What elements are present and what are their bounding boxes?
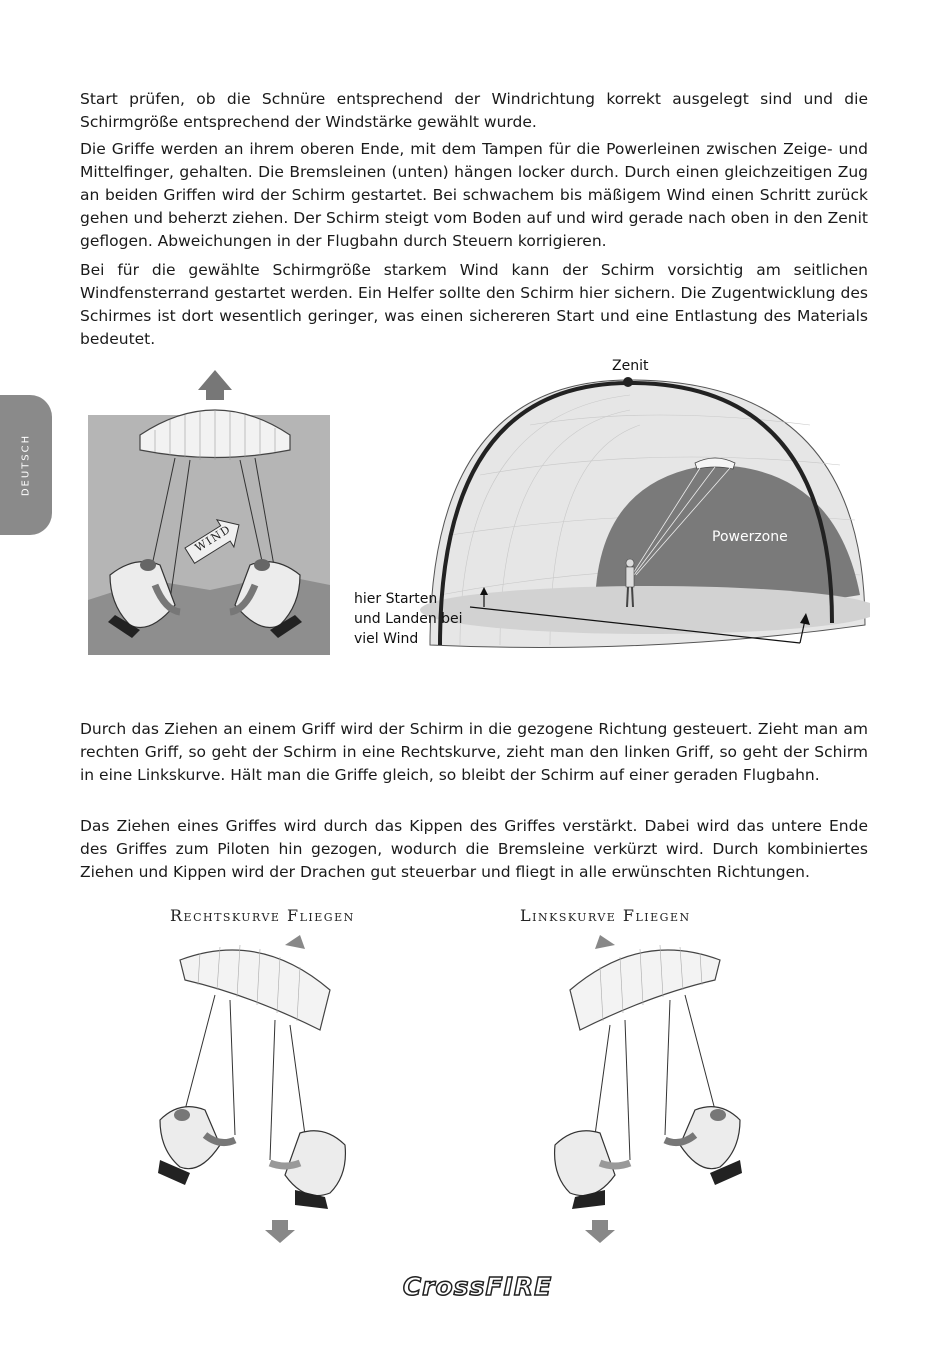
paragraph-strong-wind: Bei für die gewählte Schirmgröße starkem Wind kann der Schirm vorsichtig am seitlichen Windfensterrand gestartet werden. Ein Helfer sollte den Schirm hier sichern. Die Zugentwicklung des Schirmes ist dort wesentlich geringer, was einen sichereren Start und eine Entlastung des Materials bedeutet. bbox=[80, 261, 868, 348]
heading-right-turn: Rechtskurve Fliegen bbox=[170, 906, 355, 925]
zenit-point bbox=[623, 377, 633, 387]
paragraph-grip: Die Griffe werden an ihrem oberen Ende, mit dem Tampen für die Powerleinen zwischen Zeige- und Mittelfinger, gehalten. Die Bremsleinen (unten) hängen locker durch. Durch einen gleichzeitigen Zug an beiden Griffen wird der Schirm gestartet. Bei schwachem bis mäßigem Wind einen Schritt zurück gehen und beherzt ziehen. Der Schirm steigt vom Boden auf und wird gerade nach oben in den Zenit geflogen. Abweichungen in der Flugbahn durch Steuern korrigieren. bbox=[80, 140, 868, 250]
left-hand-icon bbox=[555, 1131, 630, 1209]
start-label-line-2: und Landen bei bbox=[354, 611, 463, 627]
start-label-line-1: hier Starten bbox=[354, 591, 438, 607]
language-tab bbox=[0, 395, 52, 535]
turn-arrow-icon bbox=[285, 935, 305, 949]
ground-ellipse bbox=[420, 586, 870, 634]
launch-illustration bbox=[80, 360, 330, 655]
left-hand-icon bbox=[158, 1107, 235, 1185]
kite-canopy bbox=[180, 950, 330, 1030]
right-turn-illustration bbox=[150, 935, 370, 1245]
kite-canopy bbox=[570, 950, 720, 1030]
left-turn-illustration bbox=[530, 935, 750, 1245]
zenit-label: Zenit bbox=[612, 358, 649, 374]
wind-label: WIND bbox=[192, 522, 234, 555]
down-arrow-icon bbox=[585, 1220, 615, 1243]
heading-left-turn: Linkskurve Fliegen bbox=[520, 906, 691, 925]
turn-arrow-icon bbox=[595, 935, 615, 949]
right-hand-icon bbox=[270, 1131, 345, 1209]
paragraph-steering: Durch das Ziehen an einem Griff wird der Schirm in die gezogene Richtung gesteuert. Zieht man am rechten Griff, so geht der Schirm in eine Rechtskurve, zieht man den linken Griff, so geht der Schirm in eine Linkskurve. Hält man die Griffe gleich, so bleibt der Schirm auf einer geraden Flugbahn. bbox=[80, 720, 868, 784]
right-hand-icon bbox=[665, 1107, 742, 1185]
down-arrow-icon bbox=[265, 1220, 295, 1243]
paragraph-tilting: Das Ziehen eines Griffes wird durch das Kippen des Griffes verstärkt. Dabei wird das untere Ende des Griffes zum Piloten hin gezogen, wodurch die Bremsleine verkürzt wird. Durch kombiniertes Ziehen und Kippen wird der Drachen gut steuerbar und fliegt in alle erwünschten Richtungen. bbox=[80, 817, 868, 881]
crossfire-logo: CrossFIRE bbox=[402, 1272, 553, 1301]
up-arrow-icon bbox=[198, 370, 232, 400]
start-label-line-3: viel Wind bbox=[354, 631, 419, 647]
powerzone-label: Powerzone bbox=[712, 529, 788, 545]
language-tab-label: DEUTSCH bbox=[20, 433, 32, 497]
paragraph-start-check: Start prüfen, ob die Schnüre entsprechend der Windrichtung korrekt ausgelegt sind und die Schirmgröße entsprechend der Windstärke gewählt wurde. bbox=[80, 90, 868, 131]
